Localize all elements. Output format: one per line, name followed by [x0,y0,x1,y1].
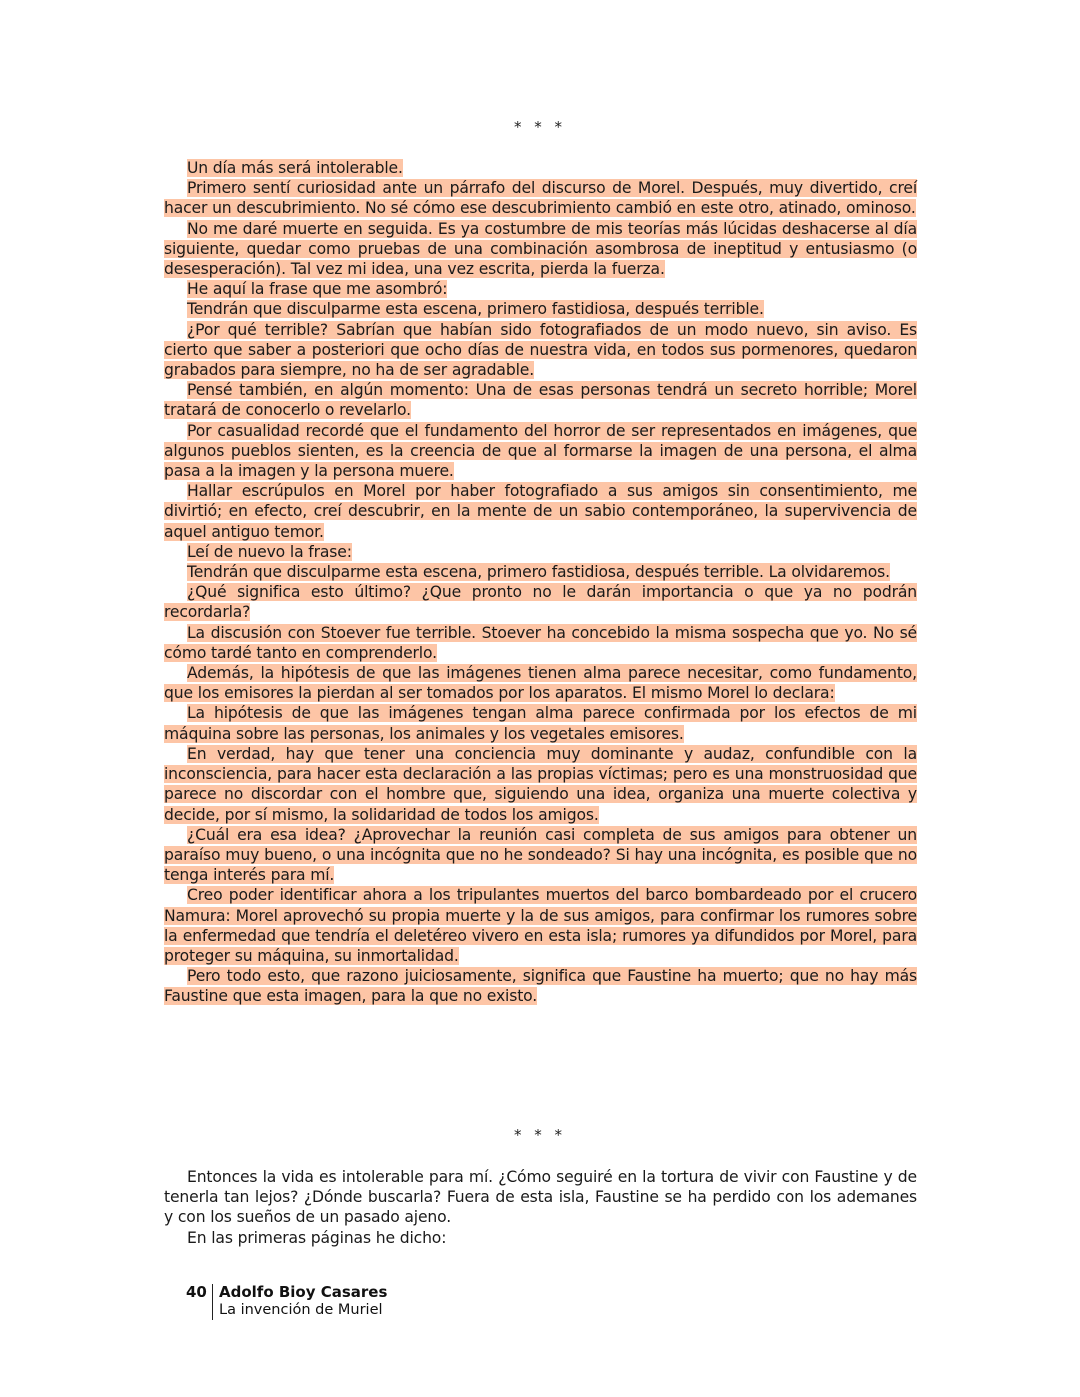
highlighted-text[interactable]: No me daré muerte en seguida. Es ya costumbre de mis teorías más lúcidas deshacerse al día siguiente, quedar como pruebas de una combinación asombrosa de ineptitud y entusiasmo (o desesperación). Tal vez mi idea, una vez escrita, pierda la fuerza. [164,219,917,279]
paragraph [164,279,917,299]
highlighted-text[interactable]: Pero todo esto, que razono juiciosamente, significa que Faustine ha muerto; que no hay más Faustine que esta imagen, para la que no existo. [164,967,917,1006]
footer-author: Adolfo Bioy Casares [219,1283,388,1301]
highlighted-text[interactable]: En verdad, hay que tener una conciencia muy dominante y audaz, confundible con la inconsciencia, para hacer esta declaración a las propias víctimas; pero es una monstruosidad que parece no discordar con el hombre que, siguiendo una idea, organiza una muerte colectiva y decide, por sí mismo, la solidaridad de todos los amigos. [164,744,917,824]
highlighted-text[interactable]: ¿Por qué terrible? Sabrían que habían sido fotografiados de un modo nuevo, sin aviso. Es cierto que saber a posteriori que ocho días de nuestra vida, en todos sus pormenores, quedaron grabados para siempre, no ha de ser agradable. [164,320,917,380]
highlighted-text[interactable]: Pensé también, en algún momento: Una de esas personas tendrá un secreto horrible; Morel tratará de conocerlo o revelarlo. [164,381,917,420]
highlighted-text[interactable]: Primero sentí curiosidad ante un párrafo del discurso de Morel. Después, muy divertido, creí hacer un descubrimiento. No sé cómo ese descubrimiento cambió en este otro, atinado, ominoso. [164,179,917,218]
footer-book-title: La invención de Muriel [219,1302,383,1318]
highlighted-text[interactable]: Leí de nuevo la frase: [187,542,352,561]
paragraph [164,623,917,663]
highlighted-text[interactable]: ¿Cuál era esa idea? ¿Aprovechar la reunión casi completa de sus amigos para obtener un paraíso muy bueno, o una incógnita que no he sondeado? Si hay una incógnita, es posible que no tenga interés para mí. [164,825,917,885]
section-separator: * * * [513,1126,567,1144]
highlighted-text[interactable]: Por casualidad recordé que el fundamento del horror de ser representados en imágenes, que algunos pueblos sienten, es la creencia de que al formarse la imagen de una persona, el alma pasa a la imagen y la persona muere. [164,421,917,481]
plain-section [164,1167,917,1248]
highlighted-text[interactable]: Tendrán que disculparme esta escena, primero fastidiosa, después terrible. La olvidaremos. [187,563,890,582]
highlighted-text[interactable]: Hallar escrúpulos en Morel por haber fotografiado a sus amigos sin consentimiento, me divirtió; en efecto, creí descubrir, en la mente de un sabio contemporáneo, la supervivencia de aquel antiguo temor. [164,482,917,541]
highlighted-text[interactable]: Creo poder identificar ahora a los tripulantes muertos del barco bombardeado por el crucero Namura: Morel aprovechó su propia muerte y la de sus amigos, para confirmar los rumores sobre la enfermedad que tendría el deletéreo vivero en esta isla; rumores ya difundidos por Morel, para proteger su máquina, su inmortalidad. [164,886,917,965]
paragraph [164,421,917,482]
section-separator: * * * [513,118,567,136]
paragraph [164,380,917,420]
paragraph [164,158,917,178]
paragraph [164,582,917,622]
paragraph [164,562,917,582]
paragraph [164,320,917,381]
footer-divider [212,1284,213,1320]
paragraph [164,885,917,966]
highlighted-text[interactable]: Un día más será intolerable. [187,159,403,177]
highlighted-text[interactable]: La hipótesis de que las imágenes tengan alma parece confirmada por los efectos de mi máquina sobre las personas, los animales y los vegetales emisores. [164,704,917,743]
paragraph [164,299,917,319]
highlighted-text[interactable]: ¿Qué significa esto último? ¿Que pronto no le darán importancia o que ya no podrán recordarla? [164,583,917,622]
paragraph [164,481,917,542]
paragraph [164,966,917,1006]
paragraph [164,542,917,562]
highlighted-text[interactable]: Tendrán que disculparme esta escena, primero fastidiosa, después terrible. [187,300,764,319]
paragraph [164,703,917,743]
paragraph [164,825,917,886]
highlighted-text[interactable]: He aquí la frase que me asombró: [187,280,448,299]
highlighted-text[interactable]: La discusión con Stoever fue terrible. Stoever ha concebido la misma sospecha que yo. No sé cómo tardé tanto en comprenderlo. [164,623,917,662]
paragraph: En las primeras páginas he dicho: [187,1228,447,1247]
paragraph [164,663,917,703]
paragraph: Entonces la vida es intolerable para mí. ¿Cómo seguiré en la tortura de vivir con Faustine y de tenerla tan lejos? ¿Dónde buscarla? Fuera de esta isla, Faustine se ha perdido con los ademanes y con los sueños de un pasado ajeno. [164,1168,917,1227]
paragraph [164,178,917,218]
paragraph [164,219,917,280]
highlighted-section [164,158,917,1007]
highlighted-text[interactable]: Además, la hipótesis de que las imágenes tienen alma parece necesitar, como fundamento, que los emisores la pierdan al ser tomados por los aparatos. El mismo Morel lo declara: [164,664,917,703]
page-number: 40 [186,1283,207,1301]
paragraph [164,744,917,825]
